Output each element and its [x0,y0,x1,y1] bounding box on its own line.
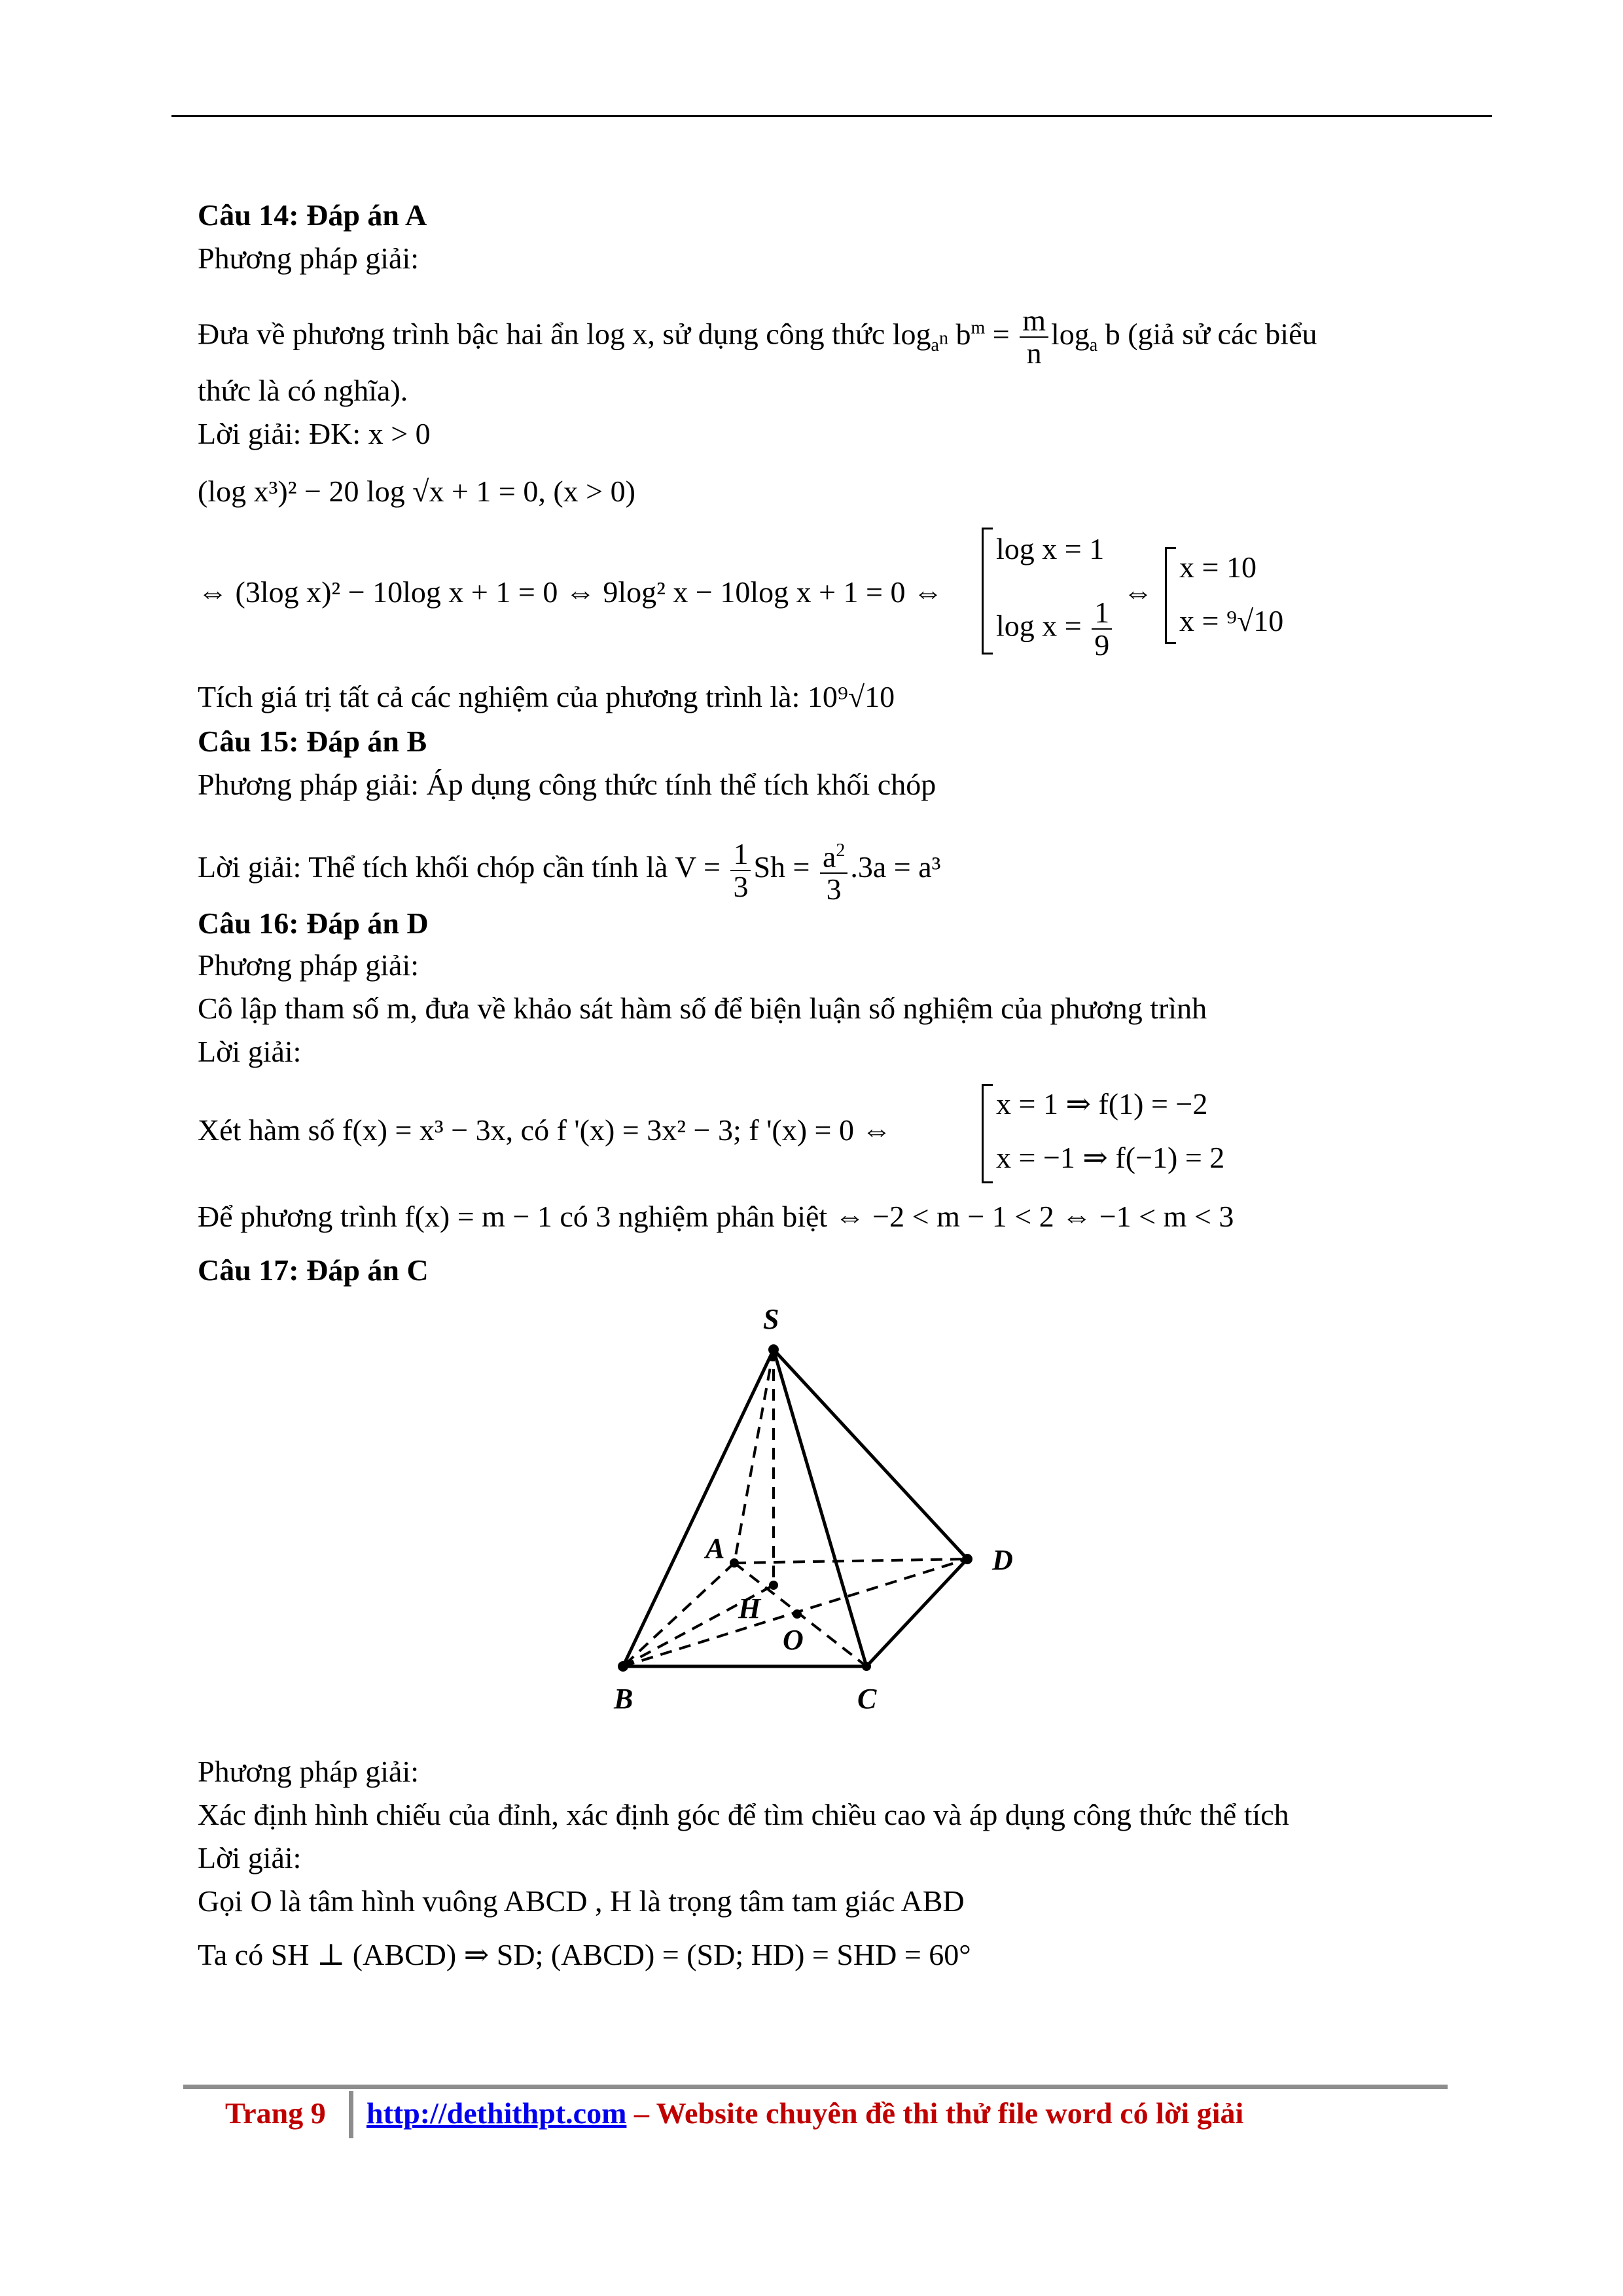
q17-line2: Ta có SH ⊥ (ABCD) ⇒ SD; (ABCD) = (SD; HD) = SHD = 60° [198,1938,971,1971]
footer-divider [349,2091,353,2138]
q15-method: Phương pháp giải: Áp dụng công thức tính thể tích khối chóp [198,768,936,801]
q15-one-third: $\frac{1}{3}$ [730,838,751,903]
q14-method-text [198,305,1317,369]
q14-case1: log x = 1 [996,532,1105,565]
point-c [862,1662,871,1671]
label-s: S [763,1303,779,1335]
q16-case1: x = 1 ⇒ f(1) = −2 [996,1087,1208,1121]
q14-method-heading: Phương pháp giải: [198,242,419,275]
point-s [768,1344,779,1355]
footer-link[interactable]: http://dethithpt.com [366,2096,627,2130]
q17-line1: Gọi O là tâm hình vuông ABCD , H là trọng tâm tam giác ABD [198,1884,965,1918]
label-a: A [705,1532,725,1564]
q14-case2-den: 9 [1094,628,1110,662]
q15-a2-third: $\frac{a^2}{3}$ [820,835,847,905]
q17-title: Câu 17: Đáp án C [198,1253,429,1287]
q14-method-text-a: Đưa về phương trình bậc hai ẩn [198,317,579,351]
q16-condition: Để phương trình f(x) = m − 1 có 3 nghiệm phân biệt ⇔ −2 < m − 1 < 2 ⇔ −1 < m < 3 [198,1200,1234,1233]
header-rule [171,115,1492,117]
q15-formula-tail: .3a = a³ [850,850,941,884]
q16-title: Câu 16: Đáp án D [198,906,429,940]
q14-method-text-d: thức là có nghĩa). [198,374,408,407]
footer-rule [183,2085,1448,2089]
q14-root-bracket [1165,547,1176,644]
q14-case2-num: 1 [1092,597,1112,630]
q14-log-formula: $\log_{a^n} b^m$ = $\frac{m}{n}$ $\log_a b$ [892,304,1120,370]
q14-method-text-b: sử dụng công thức [662,317,885,351]
q14-product-text: Tích giá trị tất cả các nghiệm của phương trình là: [198,680,800,713]
edge-cd [866,1559,967,1666]
label-h: H [738,1592,761,1624]
q15-title: Câu 15: Đáp án B [198,725,427,758]
point-h [769,1581,778,1590]
q14-product-value: 10⁹√10 [807,680,895,713]
q14-eq2: ⇔ (3log x)² − 10log x + 1 = 0 ⇔ 9log² x − 10log x + 1 = 0 ⇔ [198,575,943,609]
edge-ad [734,1559,967,1563]
q14-arrow: ⇔ [1123,575,1153,609]
edge-sc [774,1350,866,1666]
point-o [793,1609,802,1619]
q14-case-bracket [982,528,993,655]
q16-consider: Xét hàm số f(x) = x³ − 3x, có f '(x) = 3x² − 3; f '(x) = 0 ⇔ [198,1113,892,1147]
footer-tagline: – Website chuyên đề thi thử file word có lời giải [633,2096,1244,2130]
point-a [730,1558,739,1568]
q14-method-expr: log x, [586,317,655,351]
q17-method-text: Xác định hình chiếu của đỉnh, xác định góc để tìm chiều cao và áp dụng công thức thể tích [198,1798,1289,1831]
footer-page-number: Trang 9 [225,2096,326,2130]
q16-method-text: Cô lập tham số m, đưa về khảo sát hàm số để biện luận số nghiệm của phương trình [198,992,1207,1025]
q16-case-bracket [982,1084,993,1183]
point-d [962,1554,972,1564]
label-d: D [992,1544,1013,1576]
q16-method-heading: Phương pháp giải: [198,948,419,982]
q14-method-text-c: (giả sử các biểu [1128,317,1317,351]
q14-title: Câu 14: Đáp án A [198,198,427,232]
q15-solution-text: Lời giải: Thể tích khối chóp cần tính là [198,850,668,884]
label-o: O [783,1624,804,1656]
q14-root2: x = ⁹√10 [1179,604,1284,637]
q15-formula-sh: Sh = [753,850,810,884]
footer-text [366,2094,1243,2132]
q14-condition: x > 0 [368,417,431,450]
pyramid-figure [589,1302,1060,1748]
q17-method-heading: Phương pháp giải: [198,1755,419,1788]
q15-formula-v: V = [675,850,721,884]
q14-eq1: (log x³)² − 20 log √x + 1 = 0, (x > 0) [198,475,635,508]
q14-solution [198,415,431,453]
q14-case2-lhs: log x = [996,609,1082,643]
label-b: B [614,1683,633,1715]
q14-root1: x = 10 [1179,550,1257,584]
q14-case2-fraction [1092,597,1112,661]
q15-solution [198,835,940,905]
q14-case2 [996,597,1115,661]
q16-case2: x = −1 ⇒ f(−1) = 2 [996,1141,1225,1174]
label-c: C [857,1683,877,1715]
point-b [618,1661,628,1672]
q17-solution-heading: Lời giải: [198,1841,302,1874]
q14-solution-label: Lời giải: ĐK: [198,417,361,450]
q16-solution-heading: Lời giải: [198,1035,302,1068]
q14-product [198,678,895,716]
edge-sa [734,1350,774,1563]
